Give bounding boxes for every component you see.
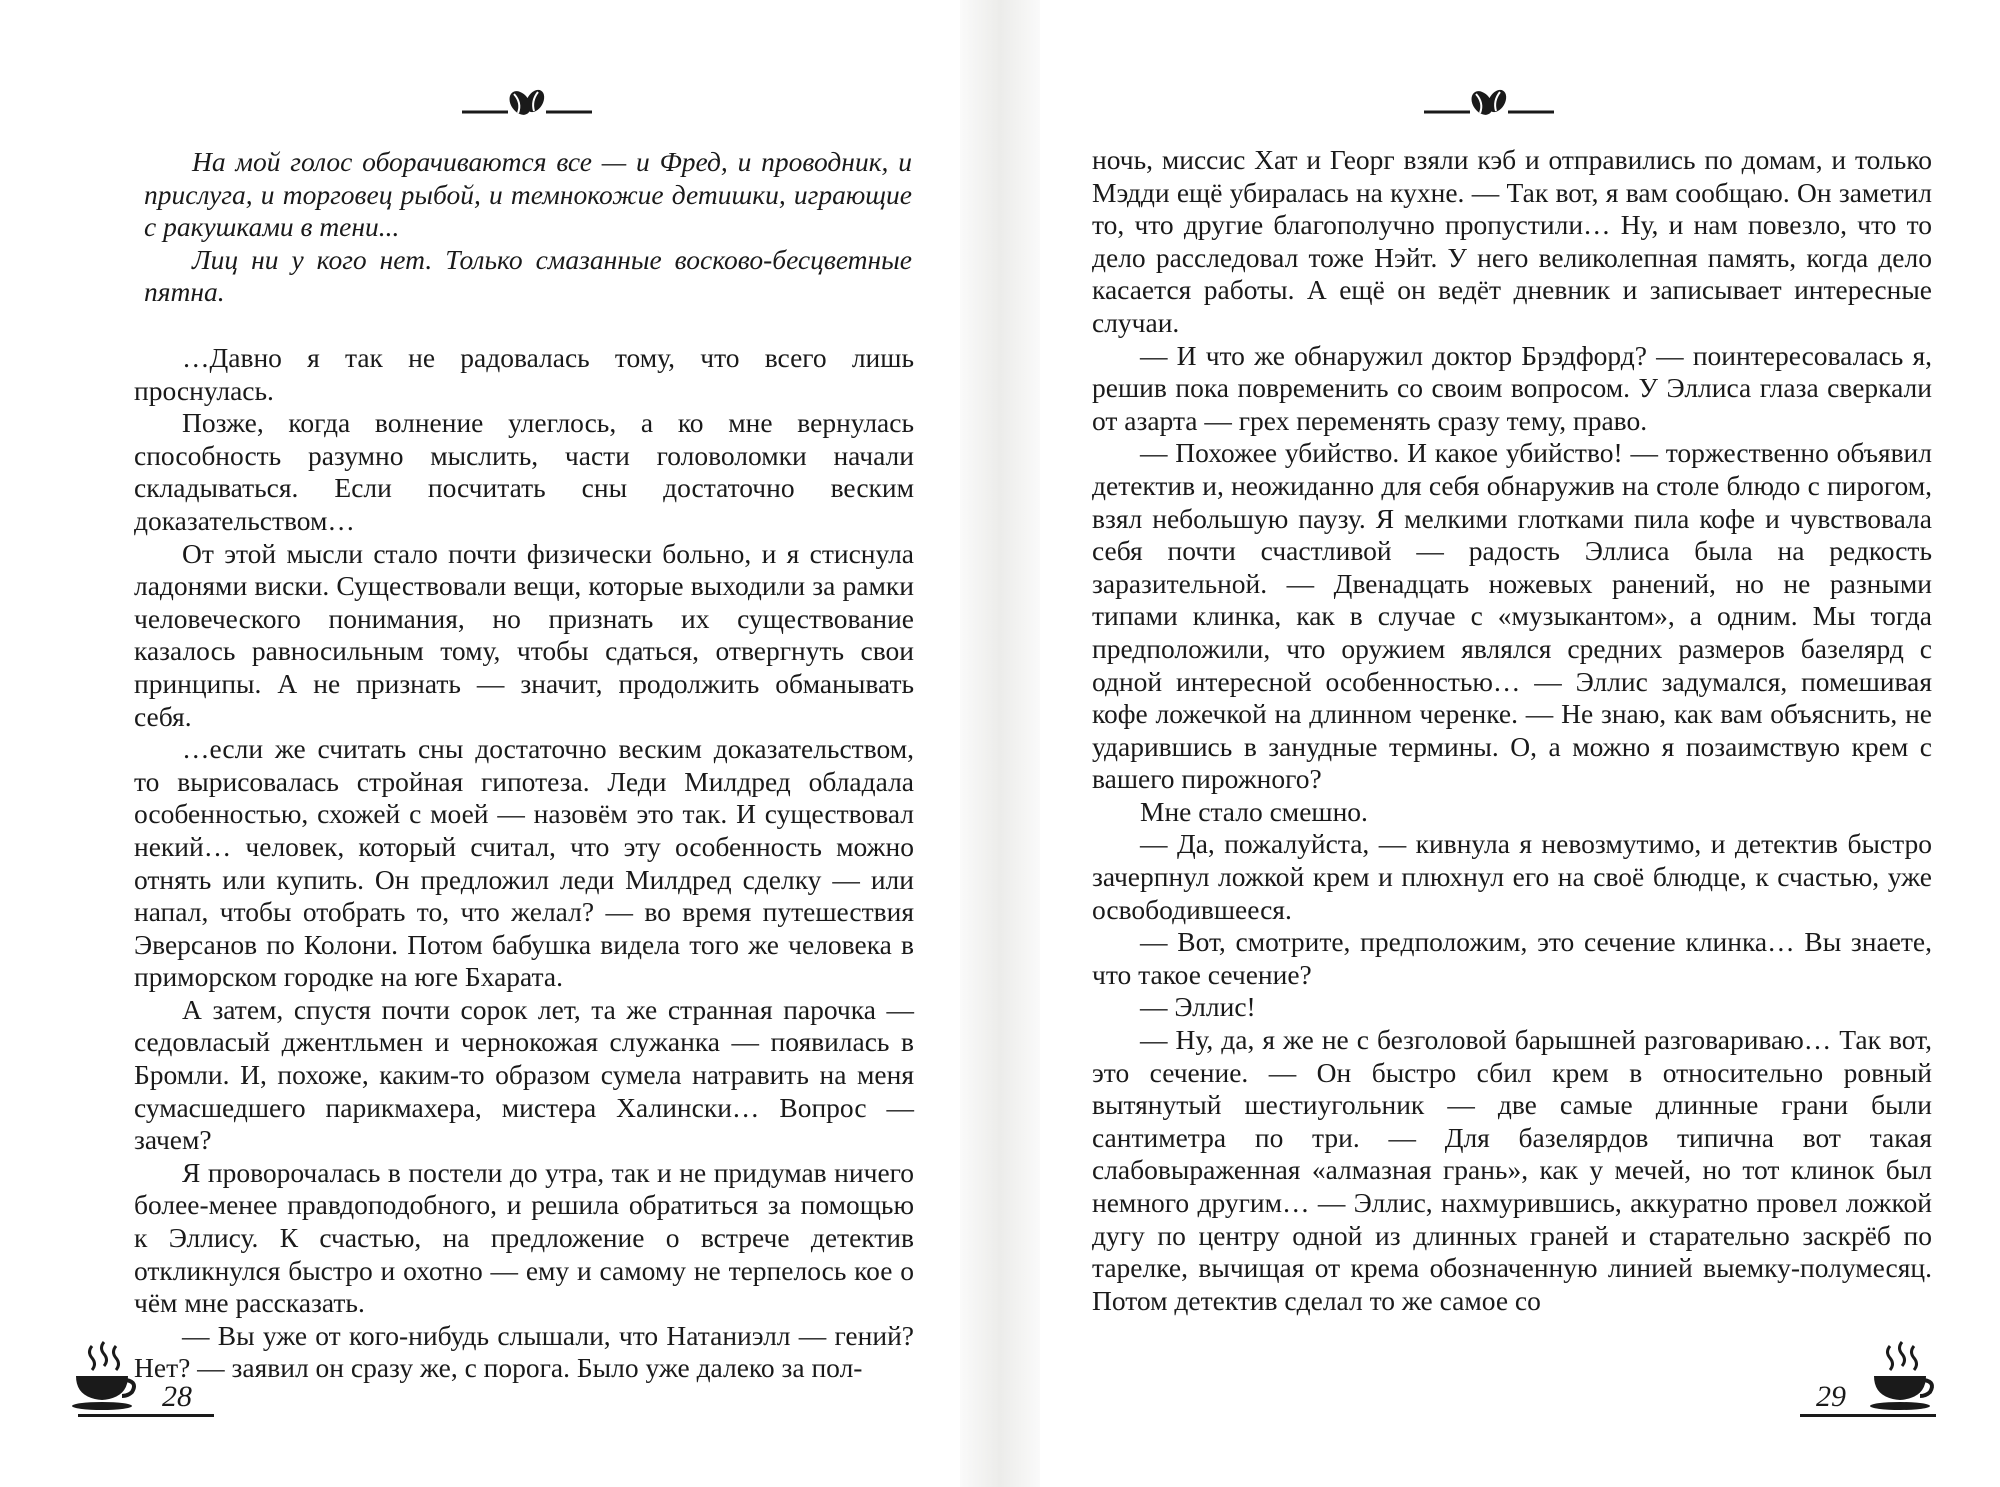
page-number: 28 [162, 1380, 192, 1413]
right-page [1040, 0, 2000, 1487]
paragraph: От этой мысли стало почти физически больно, и я стиснула ладонями виски. Существовали вещи, которые выходили за рамки человеческого понимания, но признать их существование казалось равносильным тому, чтобы сдаться, отвергнуть свои принципы. А не признать — значит, продолжить обманывать себя. [134, 537, 914, 732]
paragraph: — Вы уже от кого-нибудь слышали, что Натаниэлл — гений? Нет? — заявил он сразу же, с порога. Было уже далеко за пол- [134, 1319, 914, 1384]
paragraph: — Ну, да, я же не с безголовой барышней разговариваю… Так вот, это сечение. — Он быстро сбил крем в относительно ровный вытянутый шестиугольник — две самые длинные грани были сантиметра по три. — Для базелярдов типична вот такая слабовыраженная «алмазная грань», как у мечей, но тот клинок был немного другим… — Эллис, нахмурившись, аккуратно провел ложкой дугу по центру одной из длинных граней и старательно заскрёб по тарелке, вычищая от крема обозначенную линией выемку-полумесяц. Потом детектив сделал то же самое со [1092, 1024, 1932, 1316]
book-gutter [960, 0, 1040, 1487]
left-page [0, 0, 960, 1487]
right-body-text [1092, 144, 1932, 1317]
paragraph: …Давно я так не радовалась тому, что всего лишь проснулась. [134, 342, 914, 406]
paragraph: Я проворочалась в постели до утра, так и не придумав ничего более-менее правдоподобного, и решила обратиться за помощью к Эллису. К счастью, на предложение о встрече детектив откликнулся быстро и охотно — ему и самому не терпелось кое о чём мне рассказать. [134, 1156, 914, 1319]
paragraph: Позже, когда волнение улеглось, а ко мне вернулась способность разумно мыслить, части головоломки начали складываться. Если посчитать сны достаточно веским доказательством… [134, 407, 914, 536]
paragraph: А затем, спустя почти сорок лет, та же странная парочка — седовласый джентльмен и чернокожая служанка — появилась в Бромли. И, похоже, каким-то образом сумела натравить на меня сумасшедшего парикмахера, мистера Халински… Вопрос — зачем? [134, 993, 914, 1156]
paragraph: …если же считать сны достаточно веским доказательством, то вырисовалась стройная гипотеза. Леди Милдред обладала особенностью, схожей с моей — назовём это так. И существовал некий… человек, который считал, что эту особенность можно отнять или купить. Он предложил леди Милдред сделку — или напал, чтобы отобрать то, что желал? — во время путешествия Эверсанов по Колони. Потом бабушка видела того же человека в приморском городке на юге Бхарата. [134, 733, 914, 993]
steaming-cup-icon [68, 1340, 140, 1412]
epigraph-line: На мой голос оборачиваются все — и Фред, и проводник, и прислуга, и торговец рыбой, и темнокожие детишки, играющие с ракушками в тени... [144, 146, 912, 243]
paragraph: — Да, пожалуйста, — кивнула я невозмутимо, и детектив быстро зачерпнул ложкой крем и плюхнул его на своё блюдце, к счастью, уже освободившееся. [1092, 828, 1932, 925]
page-number: 29 [1816, 1380, 1846, 1413]
paragraph: — Похожее убийство. И какое убийство! — торжественно объявил детектив и, неожиданно для себя обнаружив на столе блюдо с пирогом, взял небольшую паузу. Я мелкими глотками пила кофе и чувствовала себя почти счастливой — радость Эллиса была на редкость заразительной. — Двенадцать ножевых ранений, но не разными типами клинка, как в случае с «музыкантом», а одним. Мы тогда предположили, что оружием являлся средних размеров базелярд с одной интересной особенностью… — Эллис задумался, помешивая кофе ложечкой на длинном черенке. — Не знаю, как вам объяснить, не ударившись в занудные термины. О, а можно я позаимствую крем с вашего пирожного? [1092, 437, 1932, 795]
left-body-text [134, 342, 914, 1385]
epigraph [144, 146, 912, 309]
paragraph: — Эллис! [1140, 991, 1256, 1023]
paragraph-continuation: ночь, миссис Хат и Георг взяли кэб и отправились по домам, и только Мэдди ещё убиралась на кухне. — Так вот, я вам сообщаю. Он заметил то, что другие благополучно пропустили… Ну, и нам повезло, что то дело расследовал тоже Нэйт. У него великолепная память, когда дело касается работы. А ещё он ведёт дневник и записывает интересные случаи. [1092, 144, 1932, 338]
paragraph: Мне стало смешно. [1140, 795, 1368, 827]
footer-rule [78, 1414, 214, 1417]
paragraph: — И что же обнаружил доктор Брэдфорд? — поинтересовалась я, решив пока повременить со своим вопросом. У Эллиса глаза сверкали от азарта — грех переменять сразу тему, право. [1092, 339, 1932, 436]
coffee-bean-ornament-icon [1424, 84, 1554, 118]
coffee-bean-ornament-icon [462, 84, 592, 118]
footer-rule [1800, 1414, 1936, 1417]
epigraph-line: Лиц ни у кого нет. Только смазанные восково-бесцветные пятна. [144, 243, 912, 308]
steaming-cup-icon [1866, 1340, 1938, 1412]
paragraph: — Вот, смотрите, предположим, это сечение клинка… Вы знаете, что такое сечение? [1092, 926, 1932, 990]
